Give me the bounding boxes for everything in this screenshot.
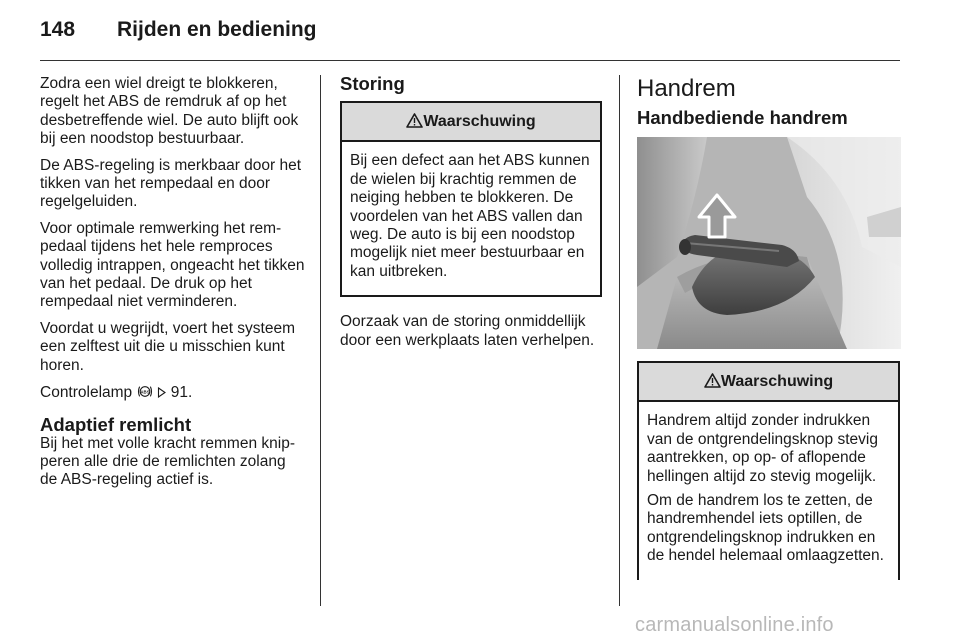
abs-paragraph-1: Zodra een wiel dreigt te blokkeren, regelt het ABS de remdruk af op het desbetreffende wiel. De auto blijft ook bij een noodstop bestuurbaar. [40,75,299,148]
column-right [637,75,900,580]
handbrake-warning-title: Waarschuwing [720,373,834,391]
abs-warning-lamp-icon [137,384,157,401]
control-lamp-line [40,383,305,402]
warning-triangle-icon [704,371,721,391]
watermark: carmanualsonline.info [635,614,834,636]
column-left [40,75,305,498]
column-divider-left [320,75,321,606]
abs-paragraph-4: Voordat u wegrijdt, voert het systeem een zelftest uit die u misschien kunt horen. [40,319,296,374]
page-title: Rijden en bediening [117,18,317,41]
abs-warning-body [342,142,600,295]
header-rule [40,60,900,61]
column-divider-right [619,75,620,606]
page-number: 148 [40,18,76,41]
page-reference-arrow-icon [157,384,171,400]
fault-heading: Storing [340,73,405,94]
abs-paragraph-2: De ABS-regeling is merkbaar door het tikken van het rempedaal en door regelgeluiden. [40,156,302,211]
handbrake-lever-illustration [637,137,901,349]
handbrake-heading: Handrem [637,75,736,102]
abs-warning-text: Bij een defect aan het ABS kunnen de wielen bij krachtig remmen de neiging hebben te blokkeren. De voordelen van het ABS vallen dan weg. De auto is bij een noodstop mogelijk niet meer bestuurbaar en kan uitbreken. [350,152,590,280]
adaptive-brake-light-heading: Adaptief remlicht [40,413,192,435]
fault-remedy-text: Oorzaak van de storing onmiddellijk door een werkplaats laten verhelpen. [340,313,595,349]
handbrake-warning-paragraph-2: Om de handrem los te zetten, de handremhendel iets optillen, de ontgrendelingsknop indrukken en de hendel helemaal omlaagzetten. [647,492,884,565]
manual-handbrake-subheading: Handbediende handrem [637,107,848,128]
abs-warning-header [342,103,600,142]
control-lamp-page-ref: 91. [170,384,193,402]
control-lamp-label: Controlelamp [40,384,133,402]
handbrake-warning-header [639,363,898,402]
handbrake-warning-body [639,402,898,579]
adaptive-brake-light-text: Bij het met volle kracht remmen knipperen alle drie de remlichten zolang de ABS-regeling actief is. [40,434,295,489]
abs-paragraph-3: Voor optimale remwerking het rempedaal tijdens het hele remproces volledig intrappen, ongeacht het tikken van het pedaal. De druk op het rempedaal niet verminderen. [40,219,305,311]
abs-warning-box [340,101,602,297]
column-middle [340,75,602,358]
abs-warning-title: Waarschuwing [423,113,536,131]
svg-text:ABS: ABS [139,389,150,395]
handbrake-warning-paragraph-1: Handrem altijd zonder indrukken van de ontgrendelingsknop stevig aantrekken, op op- of aflopende hellingen altijd zo stevig mogelijk. [647,412,878,485]
warning-triangle-icon [406,111,423,131]
handbrake-warning-box [637,361,900,579]
